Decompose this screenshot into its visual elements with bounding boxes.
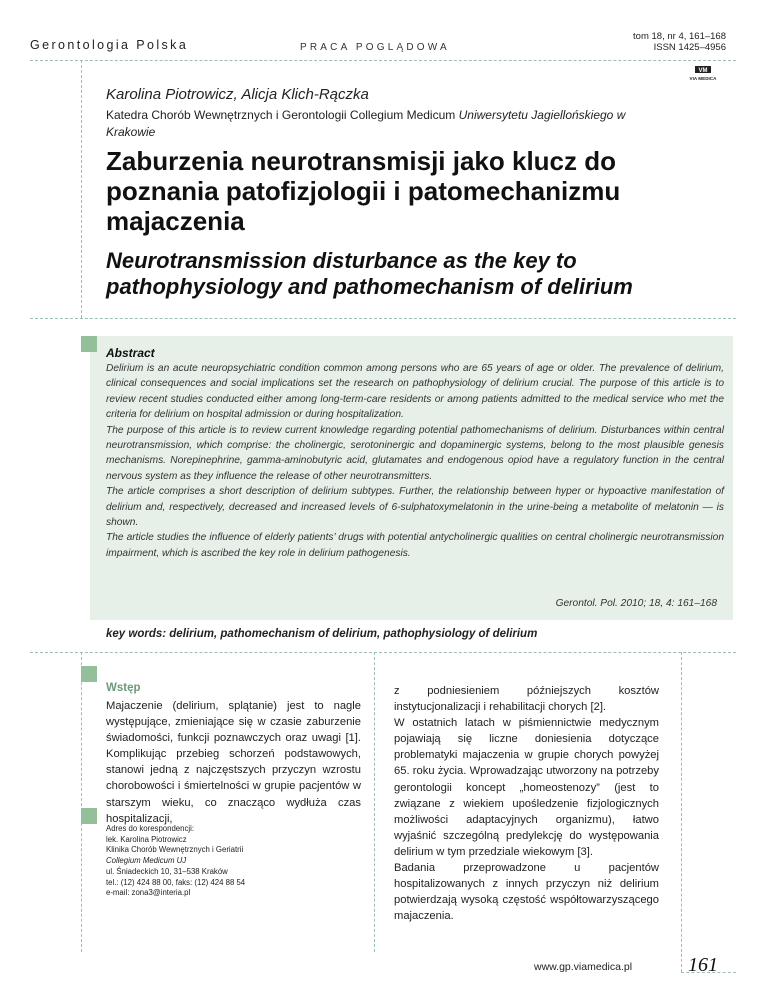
keywords-divider (30, 652, 736, 653)
right-margin-line (681, 652, 682, 972)
section-heading: Wstęp (106, 682, 141, 694)
svg-text:VM: VM (698, 68, 708, 74)
abstract-paragraph: The purpose of this article is to review current knowledge regarding potential pathomechanisms of delirium. Disturbances within central neurotransmission, which comprise: the cholinergic, serotoninergic and dopaminergic systems, belong to the most plausible genesis mechanisms. Norepinephrine, gamma-aminobutyric acid, glutamates and endogenous opiod have a regulatory function in the central nervous system as they influence the release of other neurotransmitters. (106, 424, 724, 482)
issn: ISSN 1425–4956 (653, 42, 726, 53)
volume-info (633, 31, 726, 53)
page-number: 161 (688, 954, 718, 976)
volume-issue: tom 18, nr 4, 161–168 (633, 31, 726, 42)
body-paragraph: Badania przeprowadzone u pacjentów hospitalizowanych z innych przyczyn niż delirium potwierdzają wysoką częstość współtowarzyszącego majaczenia. (394, 862, 659, 923)
keywords: key words: delirium, pathomechanism of delirium, pathophysiology of delirium (106, 628, 538, 640)
authors: Karolina Piotrowicz, Alicja Klich-Rączka (106, 86, 369, 103)
column-divider (374, 652, 375, 952)
body-paragraph: W ostatnich latach w piśmiennictwie medycznym pojawiają się liczne doniesienia dotyczące problematyki majaczenia w grupie chorych powyżej 65. roku życia. Wprowadzając utworzony na potrzeby gerontologii koncept „homeostenozy” (jest to związane z wiekiem upośledzenie fizjologicznych możliwości adaptacyjnych organizmu), łatwo wyjaśnić szczególną predylekcję do występowania delirium w tym przedziale wiekowym [3]. (394, 717, 659, 858)
abstract-text (106, 361, 724, 561)
corr-college: Collegium Medicum UJ (106, 856, 187, 866)
correspondence-address (106, 824, 356, 899)
title-divider (30, 318, 736, 319)
logo-text: VIA MEDICA (689, 76, 717, 81)
abstract-paragraph: The article studies the influence of elderly patients’ drugs with potential antycholinergic qualities on central cholinergic neurotransmission impairment, which is ascribed the key role in delirium pathogenesis. (106, 532, 724, 559)
article-title: Zaburzenia neurotransmisji jako klucz do poznania patofizjologii i patomechanizmu majaczenia (106, 146, 621, 236)
article-type: PRACA POGLĄDOWA (300, 42, 450, 53)
intro-right-column (394, 683, 659, 924)
corr-phone: tel.: (12) 424 88 00, faks: (12) 424 88 54 (106, 877, 246, 887)
abstract-paragraph: The article comprises a short description of delirium subtypes. Further, the relationship between hyper or hypoactive manifestation of delirium and, respectively, decreased and increased levels of 6-sulphatoxymelatonin in the urine-being a metabolite of melatonin — is shown. (106, 486, 724, 529)
abstract-paragraph: Delirium is an acute neuropsychiatric condition common among persons who are 65 years of age or older. The prevalence of delirium, clinical consequences and social implications set the research on pathophysiology of delirium crucial. The purpose of this article is to review recent studies conducted either among long-term-care residents or among patients admitted to the medical service who met the criteria for delirium on hospital admission or during hospitalization. (106, 363, 724, 421)
corr-dept: Klinika Chorób Wewnętrznych i Geriatrii (106, 845, 244, 855)
corr-name: lek. Karolina Piotrowicz (106, 834, 187, 844)
body-paragraph: z podniesieniem późniejszych kosztów instytucjonalizacji i rehabilitacji chorych [2]. (394, 685, 659, 714)
corr-label: Adres do korespondencji: (106, 824, 194, 833)
intro-left-column: Majaczenie (delirium, splątanie) jest to nagle występujące, zmieniające się w czasie zaburzenie świadomości, funkcji poznawczych oraz uwagi [1]. Komplikując przebieg schorzeń podstawowych, stanowi jedną z najczęstszych przyczyn wzrostu chorobowości i śmiertelności w grupie pacjentów w starszym wieku, co znacząco wydłuża czas hospitalizacji, (106, 700, 361, 825)
correspondence-marker (81, 808, 97, 824)
corr-street: ul. Śniadeckich 10, 31–538 Kraków (106, 866, 228, 876)
corr-email: e-mail: zona3@interia.pl (106, 888, 191, 898)
header-divider (30, 60, 736, 61)
affiliation: Katedra Chorób Wewnętrznych i Gerontologii Collegium Medicum Uniwersytetu Jagiellońskiego w Krakowie (106, 108, 626, 139)
citation: Gerontol. Pol. 2010; 18, 4: 161–168 (555, 598, 717, 609)
left-margin-line-lower (81, 652, 82, 952)
abstract-marker (81, 336, 97, 352)
via-medica-logo (683, 66, 723, 81)
article-subtitle: Neurotransmission disturbance as the key to pathophysiology and pathomechanism of delirium (106, 248, 633, 299)
section-marker (81, 666, 97, 682)
journal-name: Gerontologia Polska (30, 38, 189, 52)
journal-url[interactable]: www.gp.viamedica.pl (534, 961, 633, 973)
left-margin-line (81, 60, 82, 318)
abstract-heading: Abstract (106, 346, 155, 360)
